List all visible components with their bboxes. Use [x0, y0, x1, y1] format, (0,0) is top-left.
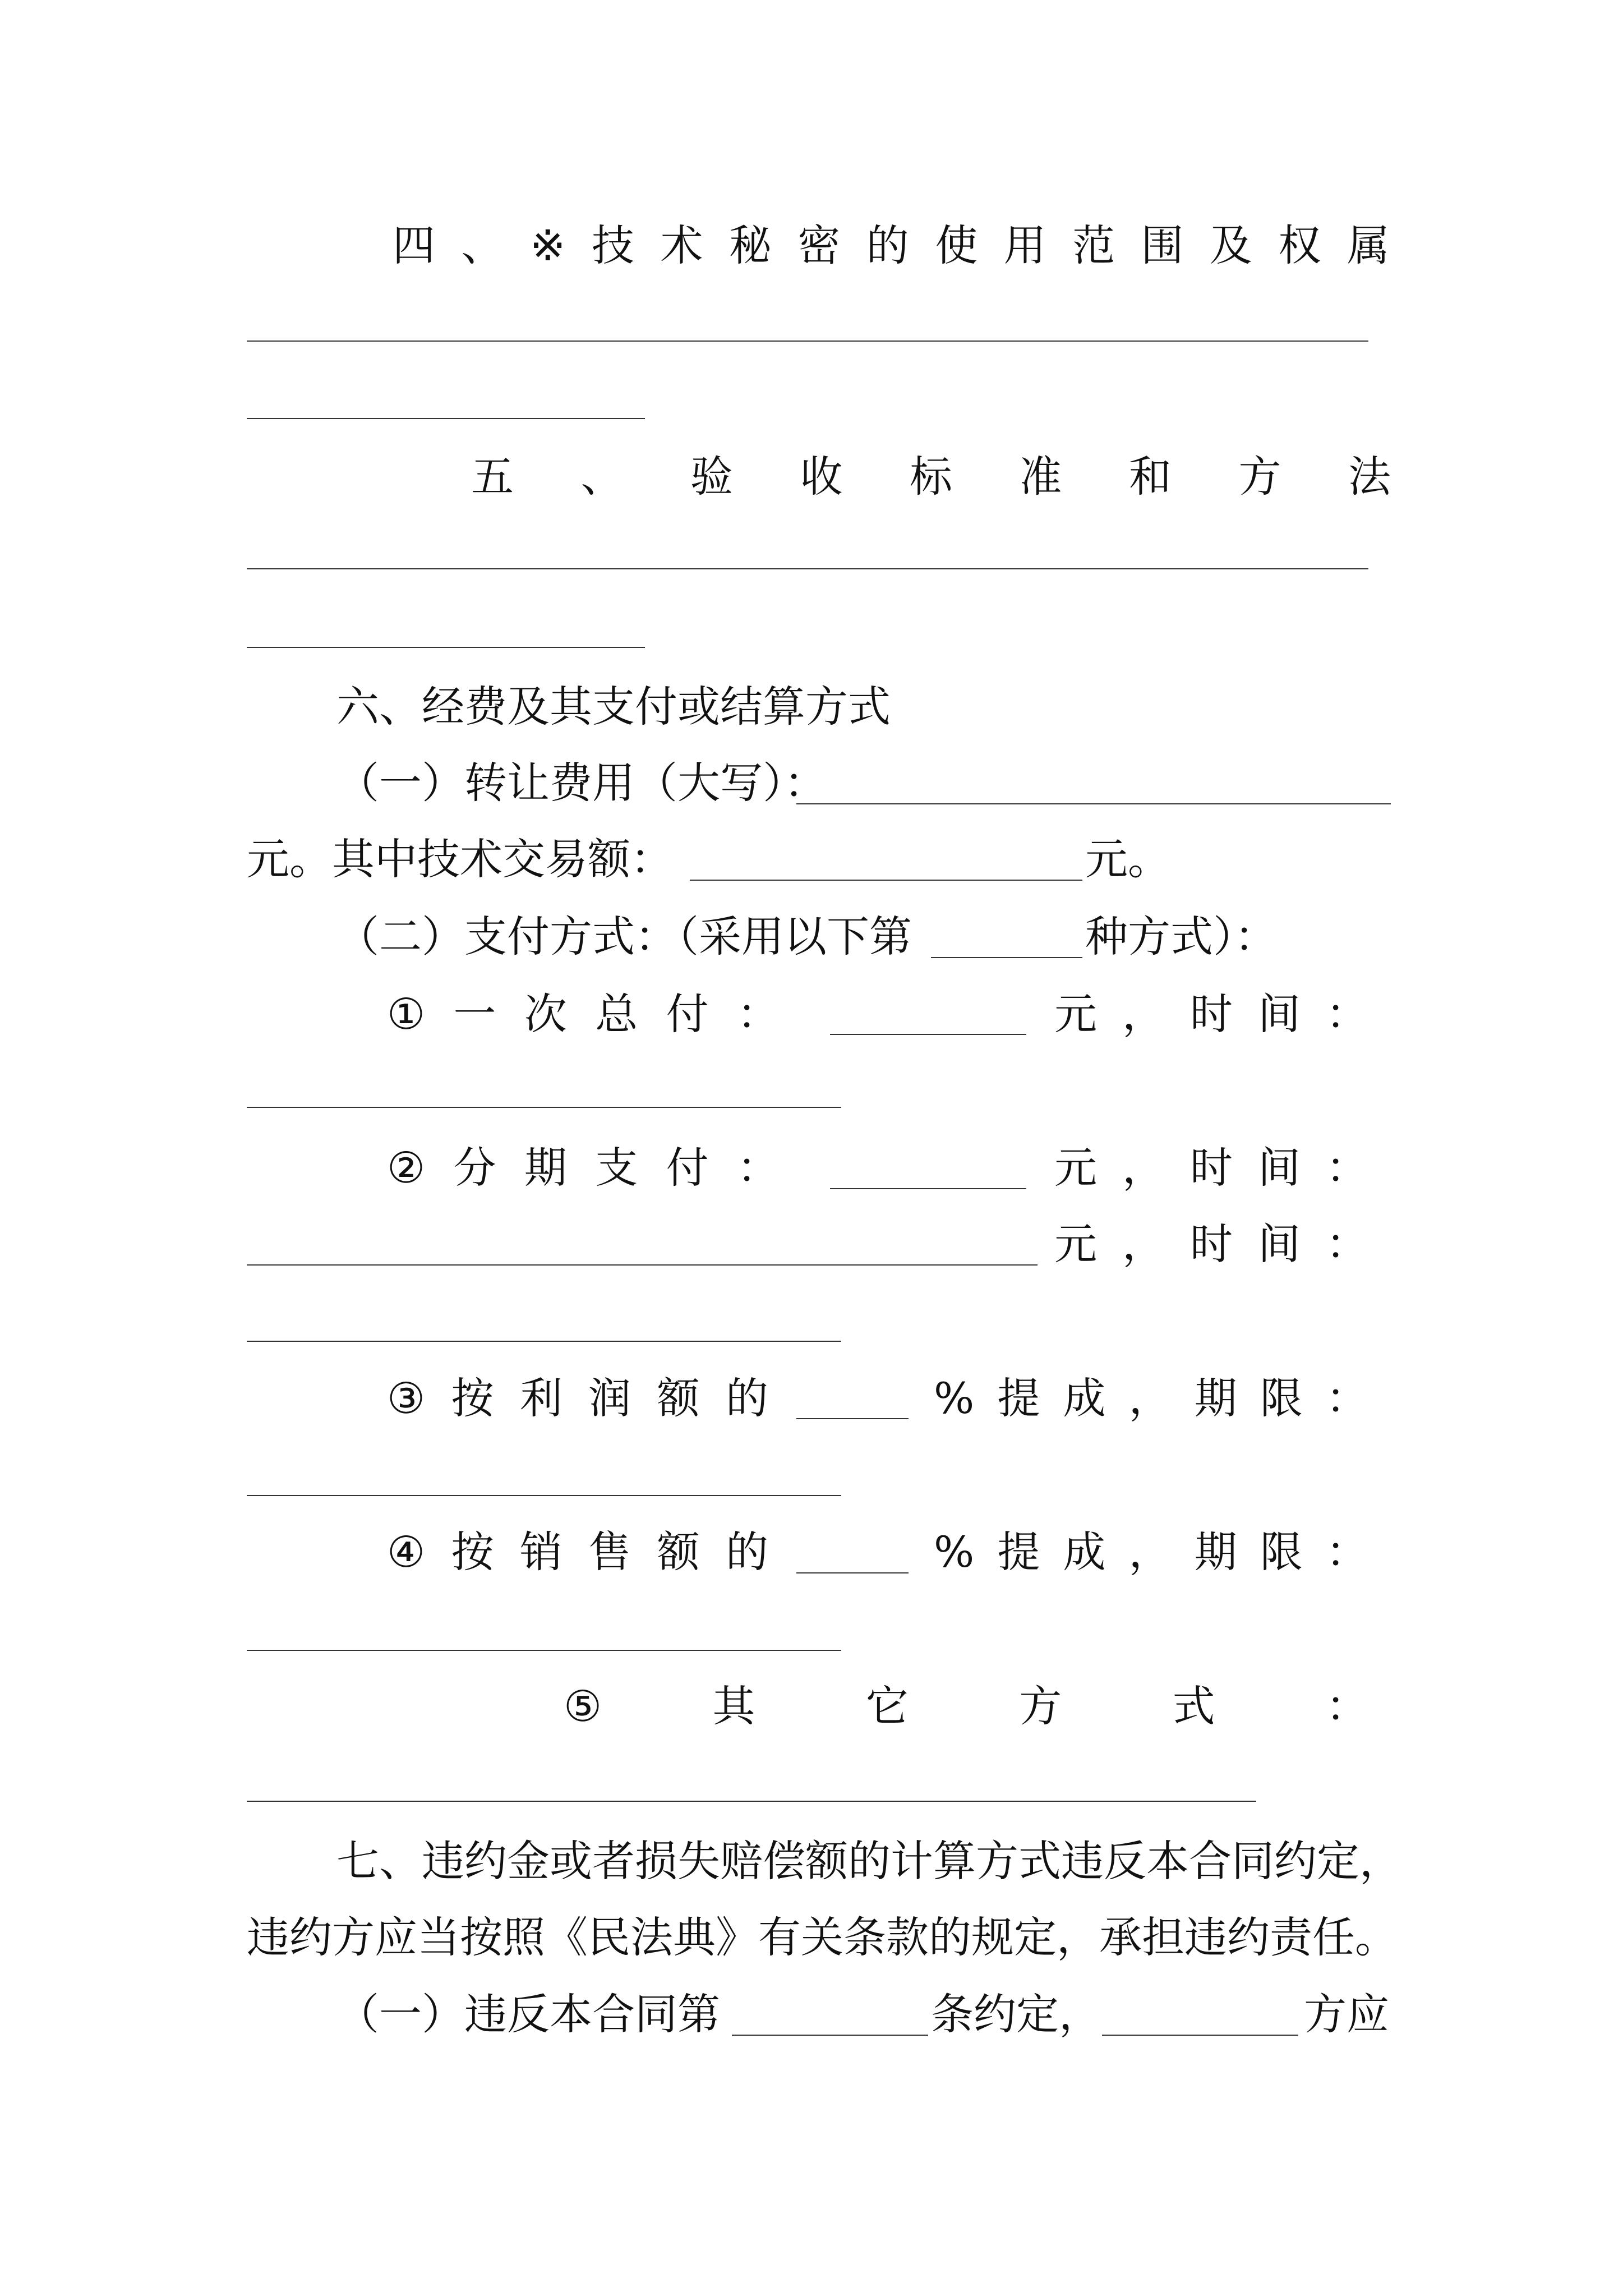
section-5-title: 五 、 验 收 标 准 和 方 法	[471, 452, 1391, 501]
option-1-time-blank	[247, 1107, 841, 1108]
blank-line	[247, 647, 645, 648]
option-3-percent-blank	[796, 1418, 909, 1419]
option-1-amount-blank	[830, 1034, 1026, 1035]
option-4-term-blank	[247, 1650, 841, 1651]
transaction-amount-label: 元。其中技术交易额：	[247, 834, 673, 884]
option-1-unit: 元 ， 时 间 ：	[1054, 989, 1368, 1039]
option-1-label: ① 一 次 总 付 ：	[387, 989, 780, 1039]
breach-clause-mid: 条约定，	[931, 1989, 1101, 2039]
blank-line	[247, 418, 645, 419]
breach-clause-tail: 方应	[1304, 1989, 1389, 2039]
option-4-percent-blank	[796, 1572, 909, 1573]
breach-clause-number-blank	[732, 2035, 928, 2036]
section-4-title: 四 、 ※ 技 术 秘 密 的 使 用 范 围 及 权 属	[393, 220, 1390, 270]
option-2-time-blank-2	[247, 1341, 841, 1342]
option-2-unit-2: 元 ， 时 间 ：	[1054, 1219, 1368, 1269]
transaction-amount-unit: 元。	[1085, 834, 1170, 884]
breach-clause-label: （一）违反本合同第	[336, 1989, 720, 2039]
section-7-line-2: 违约方应当按照《民法典》有关条款的规定，承担违约责任。	[247, 1912, 1398, 1962]
option-5-blank	[247, 1801, 1256, 1802]
option-4-label: ④ 按 销 售 额 的	[387, 1527, 768, 1577]
option-4-unit: % 提 成 ， 期 限 ：	[934, 1527, 1368, 1577]
breach-party-blank	[1102, 2035, 1298, 2036]
option-2-time-blank-1	[247, 1264, 1038, 1266]
blank-line	[247, 341, 1368, 342]
transfer-fee-amount-blank	[796, 803, 1391, 804]
section-6-title: 六、经费及其支付或结算方式	[336, 682, 891, 731]
payment-method-blank	[931, 957, 1082, 958]
option-3-unit: % 提 成 ， 期 限 ：	[934, 1373, 1368, 1423]
option-5-label: ⑤ 其 它 方 式 ：	[564, 1681, 1368, 1731]
option-3-label: ③ 按 利 润 额 的	[387, 1373, 768, 1423]
option-2-unit: 元 ， 时 间 ：	[1054, 1143, 1368, 1193]
transfer-fee-label: （一）转让费用（大写）：	[336, 758, 827, 808]
payment-method-label: （二）支付方式：（采用以下第	[336, 912, 912, 961]
transaction-amount-blank	[690, 880, 1082, 881]
option-2-label: ② 分 期 支 付 ：	[387, 1143, 780, 1193]
option-2-amount-blank	[830, 1188, 1026, 1189]
section-7-line-1: 七、违约金或者损失赔偿额的计算方式违反本合同约定，	[336, 1836, 1402, 1886]
option-3-term-blank	[247, 1495, 841, 1496]
payment-method-tail: 种方式）：	[1085, 912, 1277, 961]
blank-line	[247, 568, 1368, 569]
